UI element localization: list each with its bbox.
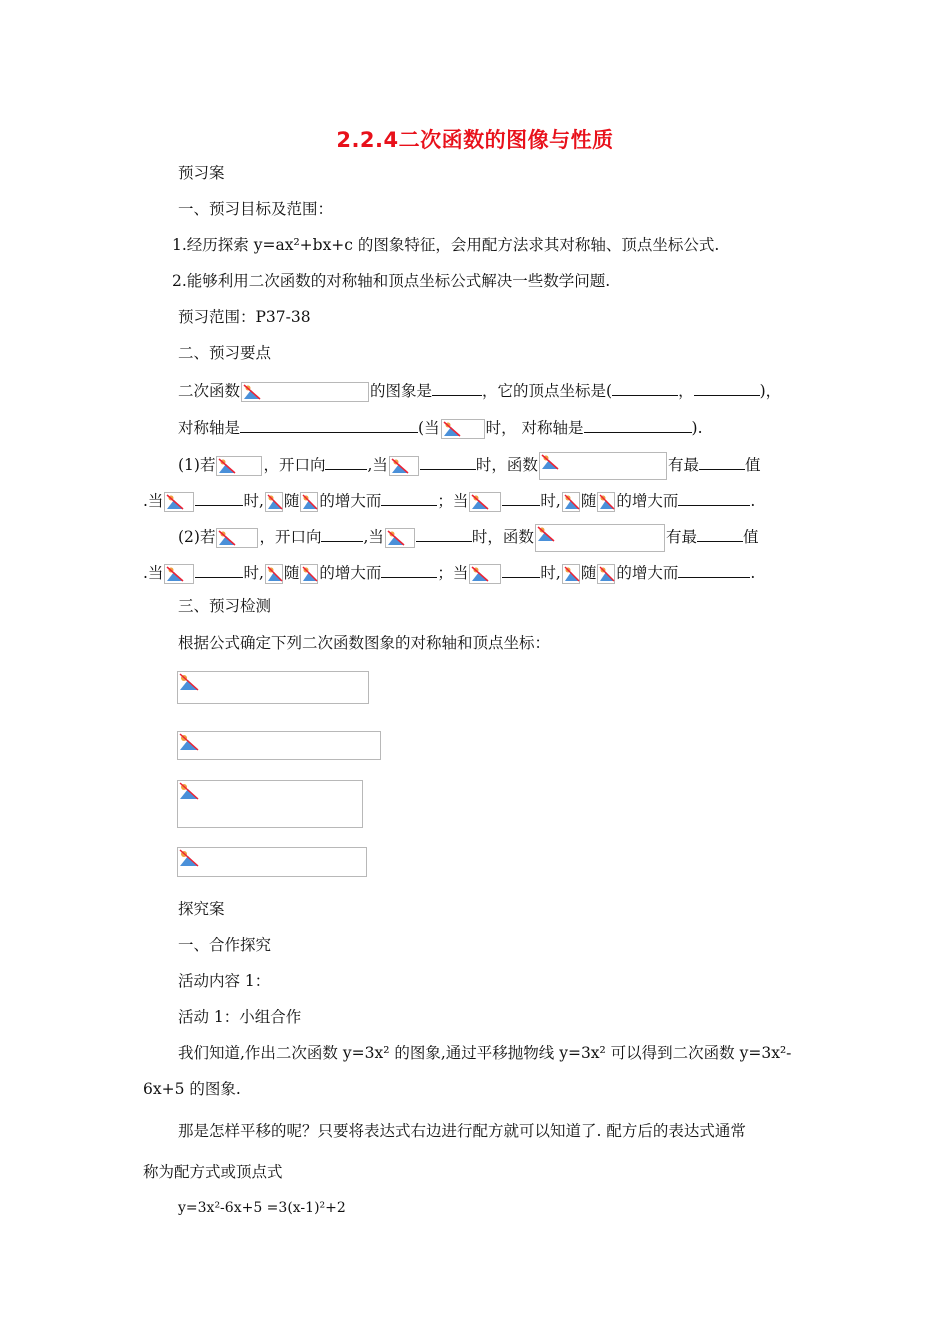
text: 随 [283,492,300,510]
check-instruction: 根据公式确定下列二次函数图象的对称轴和顶点坐标： [178,634,551,652]
text: 随 [283,564,300,582]
broken-image-icon [241,382,369,402]
text: 的增大而 [319,564,382,582]
text: ，开口向 [259,528,322,546]
answer-blank [195,489,243,506]
broken-image-icon [179,782,199,800]
broken-image-icon [265,492,283,512]
answer-blank [420,453,476,470]
answer-blank [699,453,745,470]
text: 随 [580,564,597,582]
keypoint-line-2 [178,416,703,439]
answer-blank [502,561,540,578]
paragraph-1-line-1: 我们知道,作出二次函数 y=3x² 的图象,通过平移抛物线 y=3x² 可以得到二次函数 y=3x²- [178,1044,792,1062]
answer-blank [660,379,678,396]
text: 时, [243,564,264,582]
broken-image-icon [539,452,667,480]
text: 随 [580,492,597,510]
explore-section1: 一、合作探究 [178,936,272,954]
broken-image-icon [164,564,194,584]
paragraph-2-line-2: 称为配方式或顶点式 [143,1163,283,1181]
paragraph-2-line-1: 那是怎样平移的呢？只要将表达式右边进行配方就可以知道了. 配方后的表达式通常 [178,1122,746,1140]
broken-image-icon [300,564,318,584]
text: 时, [243,492,264,510]
text: 时，函数 [475,456,538,474]
text: 的增大而 [616,564,679,582]
goal-1 [172,234,719,256]
broken-image-icon [469,564,501,584]
text: . [750,564,756,582]
paragraph-1-line-2: 6x+5 的图象. [143,1080,241,1098]
goal-2: 2.能够利用二次函数的对称轴和顶点坐标公式解决一些数学问题. [172,272,611,290]
text: 的图象是 [370,382,433,400]
preview-section3: 三、预习检测 [178,597,272,615]
text: ,当 [367,456,388,474]
answer-blank [697,525,743,542]
broken-image-icon [597,564,615,584]
text: ；当 [437,564,469,582]
text: 时，函数 [471,528,534,546]
answer-blank [678,561,750,578]
text: 值 [742,528,759,546]
text: 时, [540,492,561,510]
answer-blank [678,489,750,506]
broken-image-icon [385,528,415,548]
answer-blank [416,525,472,542]
broken-image-icon [300,492,318,512]
broken-image-icon [562,564,580,584]
broken-image-icon [562,492,580,512]
text: (当 [418,419,440,437]
broken-image-icon [179,673,199,691]
text: (1)若 [178,456,216,474]
text: 有最 [667,456,699,474]
broken-image-icon [179,733,199,751]
exercise-3-image [177,780,363,828]
broken-image-icon [441,419,485,439]
text: ；当 [437,492,469,510]
text: ，它的顶点坐标是( [482,382,613,400]
broken-image-icon [265,564,283,584]
text: 二次函数 [178,382,241,400]
answer-blank [502,489,540,506]
text: .当 [143,492,164,510]
answer-blank [325,453,367,470]
text: ). [691,419,703,437]
exercise-2-image [177,731,381,760]
text: 的增大而 [319,492,382,510]
preview-header: 预习案 [178,164,225,182]
answer-blank [321,525,363,542]
text: .当 [143,564,164,582]
answer-blank [381,561,437,578]
activity-1: 活动 1：小组合作 [178,1008,302,1026]
broken-image-icon [535,524,665,552]
exercise-1-image [177,671,369,704]
answer-blank [584,416,692,433]
answer-blank [195,561,243,578]
preview-range: 预习范围：P37-38 [178,308,311,326]
text: 对称轴是 [178,419,241,437]
case-1-line-1 [178,452,760,480]
preview-section2: 二、预习要点 [178,344,272,362]
text: 值 [744,456,761,474]
answer-blank [240,416,418,433]
preview-section1: 一、预习目标及范围： [178,200,334,218]
text: 有最 [665,528,697,546]
text: (2)若 [178,528,216,546]
goal-1-text: 1.经历探索 y=ax²+bx+c 的图象特征，会用配方法求其对称轴、顶点坐标公式. [172,236,720,254]
answer-blank [432,379,482,396]
case-1-line-2 [143,489,755,512]
activity-content: 活动内容 1： [178,972,271,990]
broken-image-icon [469,492,501,512]
case-2-line-2 [143,561,755,584]
broken-image-icon [389,456,419,476]
answer-blank [612,379,660,396]
broken-image-icon [216,528,258,548]
vertex-formula: y=3x²-6x+5 =3(x-1)²+2 [178,1200,346,1216]
text: ， [678,382,694,400]
case-2-line-1 [178,524,758,552]
text: 时， 对称轴是 [485,419,584,437]
answer-blank [694,379,760,396]
text: . [750,492,756,510]
broken-image-icon [216,456,262,476]
text: 的增大而 [616,492,679,510]
broken-image-icon [597,492,615,512]
text: )， [759,382,782,400]
text: 时, [540,564,561,582]
broken-image-icon [164,492,194,512]
exercise-4-image [177,847,367,877]
keypoint-line-1 [178,379,781,402]
broken-image-icon [179,849,199,867]
page-title: 2.2.4二次函数的图像与性质 [336,128,614,152]
text: ,当 [363,528,384,546]
explore-header: 探究案 [178,900,225,918]
answer-blank [381,489,437,506]
text: ，开口向 [263,456,326,474]
